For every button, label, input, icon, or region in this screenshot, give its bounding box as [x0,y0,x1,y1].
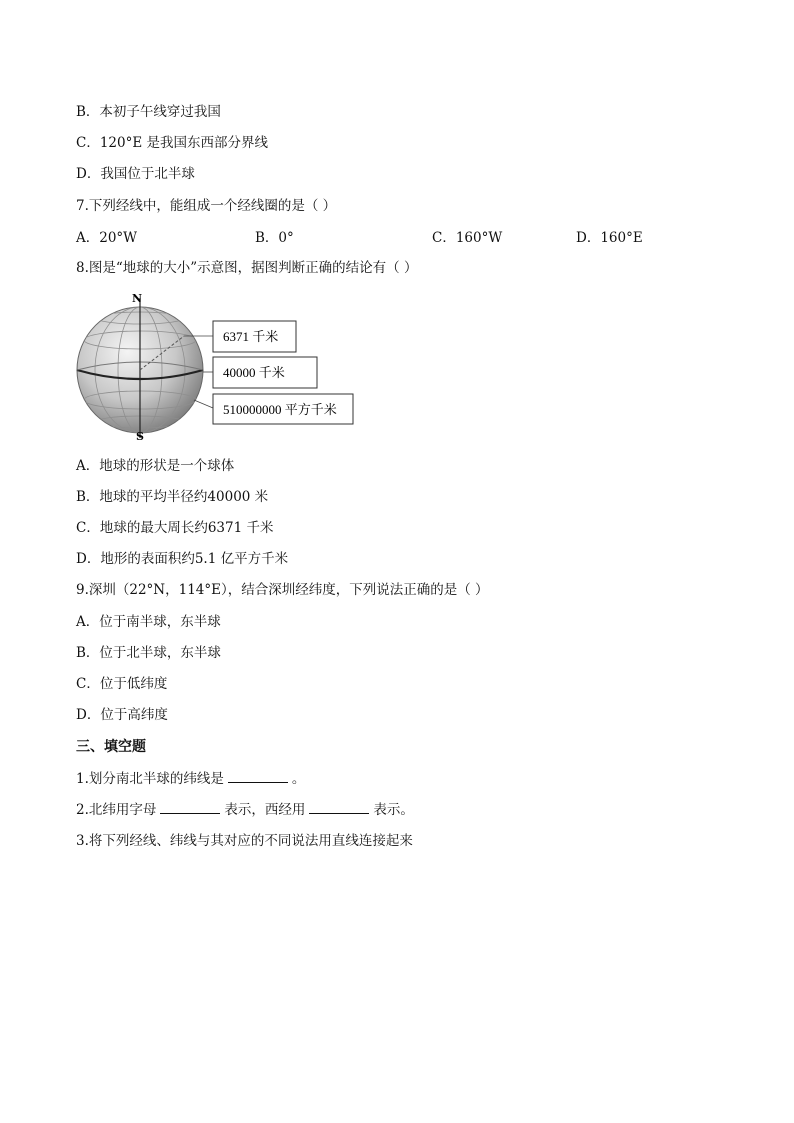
fill-question-3: 3.将下列经线、纬线与其对应的不同说法用直线连接起来 [76,833,413,849]
fill-q2-middle: 表示，西经用 [224,802,306,818]
fill-q1-end: 。 [291,771,306,787]
question-7-stem: 7.下列经线中，能组成一个经线圈的是（ ） [76,198,337,214]
option-b: B．本初子午线穿过我国 [76,104,221,120]
fill-q2-text: 2.北纬用字母 [76,802,157,818]
area-label: 510000000 平方千米 [223,402,337,417]
globe [77,298,203,438]
q7-option-a: A．20°W [76,230,138,246]
fill-q2-end: 表示。 [373,802,414,818]
north-label: N [131,292,143,305]
q8-option-b: B．地球的平均半径约40000 米 [76,489,269,505]
fill-q1-text: 1.划分南北半球的纬线是 [76,771,224,787]
answer-blank[interactable] [160,801,220,814]
question-9-stem: 9.深圳（22°N，114°E），结合深圳经纬度，下列说法正确的是（ ） [76,582,489,598]
q8-option-d: D．地形的表面积约5.1 亿平方千米 [76,551,289,567]
q7-option-d: D．160°E [576,230,643,246]
circumference-label: 40000 千米 [223,365,285,380]
answer-blank[interactable] [309,801,369,814]
q8-option-c: C．地球的最大周长约6371 千米 [76,520,274,536]
south-label: S [136,430,144,442]
radius-label: 6371 千米 [223,329,279,344]
fill-question-1 [76,770,305,788]
answer-blank[interactable] [228,770,288,783]
section-3-heading: 三、填空题 [76,739,146,755]
q7-option-c: C．160°W [432,230,503,246]
q7-option-b: B．0° [255,230,294,246]
question-8-stem: 8.图是“地球的大小”示意图，据图判断正确的结论有（ ） [76,260,418,276]
q9-option-a: A．位于南半球，东半球 [76,614,221,630]
q9-option-d: D．位于高纬度 [76,707,168,723]
q9-option-c: C．位于低纬度 [76,676,168,692]
fill-question-2 [76,801,414,819]
q8-option-a: A．地球的形状是一个球体 [76,458,235,474]
earth-size-figure [74,290,364,442]
option-d: D．我国位于北半球 [76,166,195,182]
q9-option-b: B．位于北半球，东半球 [76,645,221,661]
option-c: C．120°E 是我国东西部分界线 [76,135,268,151]
